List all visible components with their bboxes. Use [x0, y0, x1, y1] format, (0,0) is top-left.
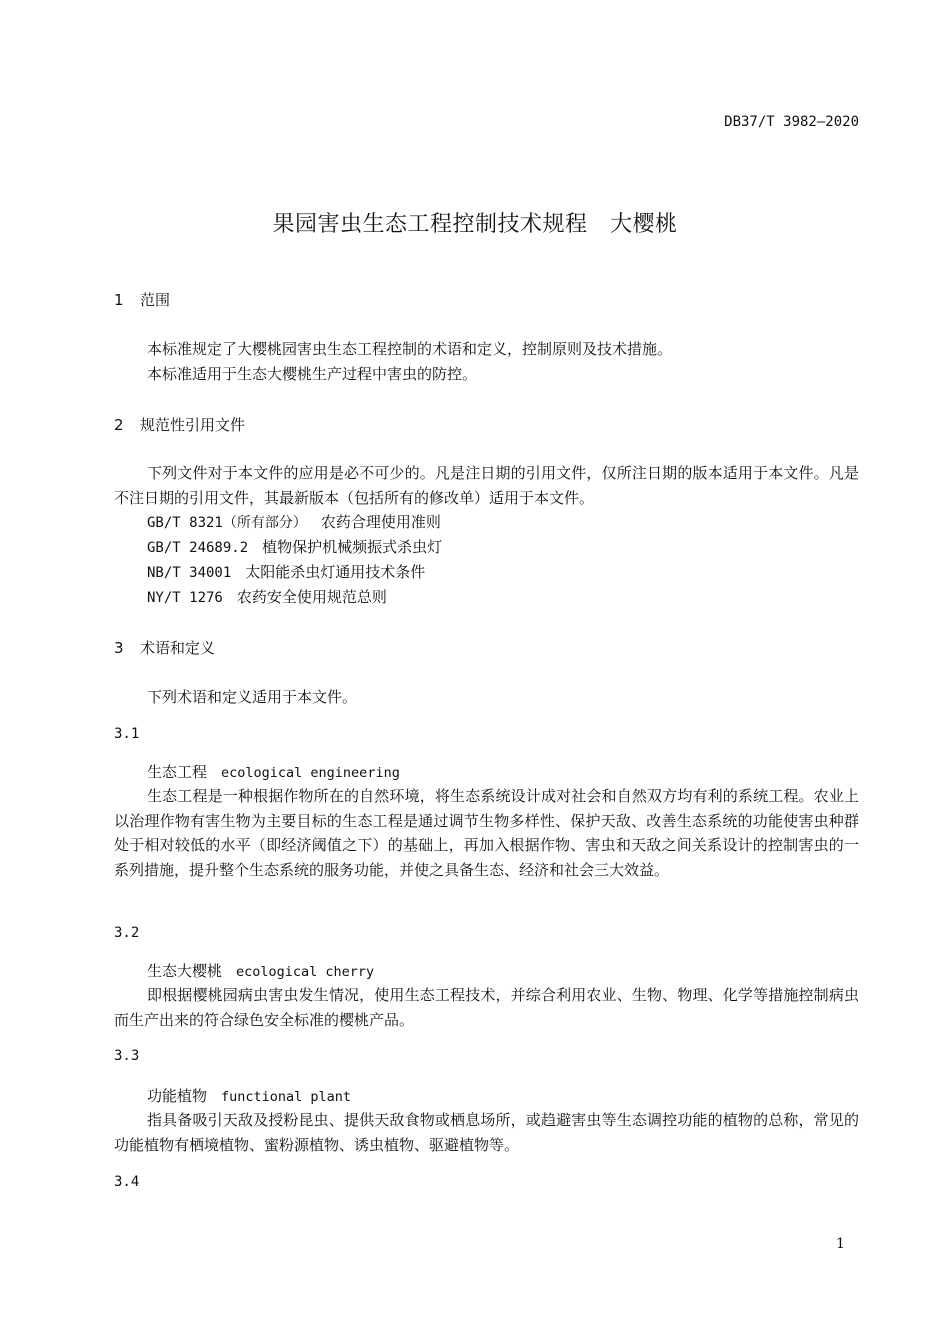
subsection-number: 3.3 — [114, 1048, 140, 1064]
section-heading — [114, 637, 215, 658]
term-heading — [147, 1085, 351, 1106]
section-number: 3 — [114, 639, 124, 657]
paragraph: 下列文件对于本文件的应用是必不可少的。凡是注日期的引用文件，仅所注日期的版本适用于本文件。凡是不注日期的引用文件，其最新版本（包括所有的修改单）适用于本文件。 — [114, 464, 859, 507]
paragraph: 本标准适用于生态大樱桃生产过程中害虫的防控。 — [147, 365, 478, 383]
standard-code: DB37/T 3982—2020 — [724, 114, 859, 130]
page-number: 1 — [836, 1236, 845, 1252]
reference-title: 植物保护机械频振式杀虫灯 — [262, 538, 443, 556]
reference-title: 太阳能杀虫灯通用技术条件 — [245, 563, 426, 581]
reference-code: GB/T 8321（所有部分） — [147, 515, 307, 531]
reference-code: NY/T 1276 — [147, 590, 223, 606]
term-definition: 生态工程是一种根据作物所在的自然环境，将生态系统设计成对社会和自然双方均有利的系统工程。农业上以治理作物有害生物为主要目标的生态工程是通过调节生物多样性、保护天敌、改善生态系统的功能使害虫种群处于相对较低的水平（即经济阈值之下）的基础上，再加入根据作物、害虫和天敌之间关系设计的控制害虫的一系列措施，提升整个生态系统的服务功能，并使之具备生态、经济和社会三大效益。 — [114, 787, 859, 879]
term-english: ecological cherry — [236, 964, 375, 980]
term-english: functional plant — [221, 1089, 352, 1105]
term-english: ecological engineering — [221, 765, 400, 781]
reference-item — [147, 511, 441, 532]
paragraph: 本标准规定了大樱桃园害虫生态工程控制的术语和定义，控制原则及技术措施。 — [147, 340, 673, 358]
section-number: 1 — [114, 291, 124, 309]
term-chinese: 功能植物 — [147, 1087, 208, 1105]
reference-code: GB/T 24689.2 — [147, 540, 249, 556]
section-title: 范围 — [140, 291, 171, 309]
reference-title: 农药合理使用准则 — [320, 513, 441, 531]
document-title: 果园害虫生态工程控制技术规程 大樱桃 — [272, 212, 678, 237]
section-number: 2 — [114, 416, 124, 434]
section-heading — [114, 414, 245, 435]
subsection-number: 3.4 — [114, 1174, 140, 1190]
reference-item — [147, 586, 387, 607]
section-title: 术语和定义 — [140, 639, 216, 657]
section-title: 规范性引用文件 — [140, 416, 246, 434]
section-heading — [114, 289, 170, 310]
term-heading — [147, 960, 374, 981]
reference-title: 农药安全使用规范总则 — [236, 588, 387, 606]
reference-code: NB/T 34001 — [147, 565, 232, 581]
subsection-number: 3.2 — [114, 925, 140, 941]
reference-item — [147, 561, 425, 582]
term-chinese: 生态工程 — [147, 763, 208, 781]
term-definition: 指具备吸引天敌及授粉昆虫、提供天敌食物或栖息场所，或趋避害虫等生态调控功能的植物的总称，常见的功能植物有栖境植物、蜜粉源植物、诱虫植物、驱避植物等。 — [114, 1111, 859, 1154]
term-chinese: 生态大樱桃 — [147, 962, 223, 980]
term-definition: 即根据樱桃园病虫害虫发生情况，使用生态工程技术，并综合利用农业、生物、物理、化学等措施控制病虫而生产出来的符合绿色安全标准的樱桃产品。 — [114, 986, 859, 1029]
subsection-number: 3.1 — [114, 726, 140, 742]
paragraph: 下列术语和定义适用于本文件。 — [147, 688, 358, 706]
reference-item — [147, 536, 442, 557]
term-heading — [147, 761, 400, 782]
